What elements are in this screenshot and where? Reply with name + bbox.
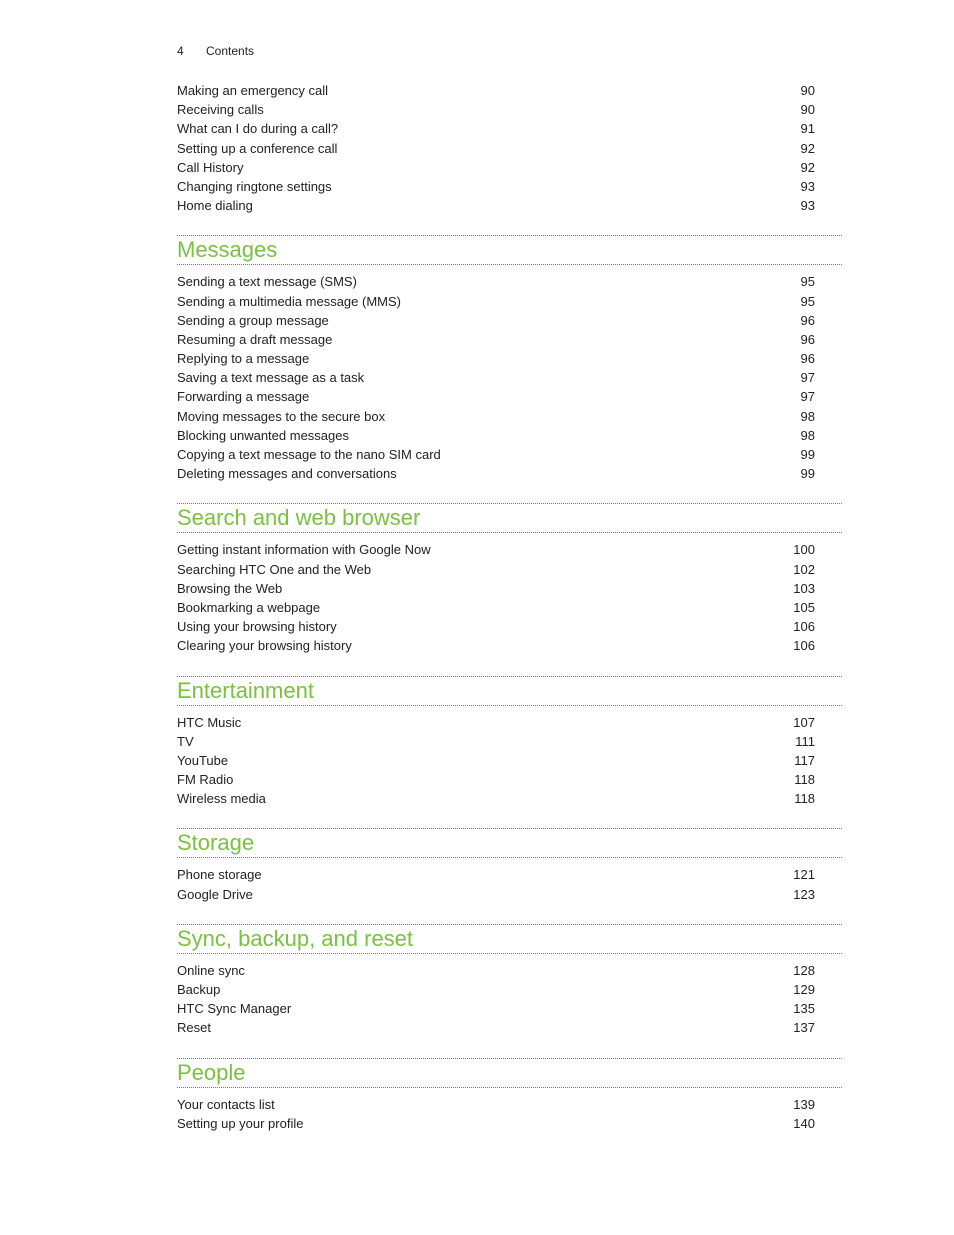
toc-entry-title: Sending a text message (SMS)	[177, 274, 357, 290]
section-entry-list	[177, 1095, 815, 1133]
toc-entry[interactable]	[177, 177, 815, 196]
toc-entry-page: 123	[793, 886, 815, 902]
toc-entry[interactable]	[177, 770, 815, 789]
toc-entry-page: 99	[800, 447, 815, 462]
toc-entry[interactable]	[177, 368, 815, 387]
toc-entry[interactable]	[177, 1114, 815, 1133]
toc-section	[177, 1058, 842, 1133]
toc-entry[interactable]	[177, 579, 815, 598]
toc-entry-title: Getting instant information with Google Now	[177, 542, 431, 558]
toc-entry-title: TV	[177, 733, 194, 749]
toc-entry-page: 96	[800, 331, 815, 347]
section-title[interactable]: Messages	[177, 237, 278, 263]
toc-entry-title: Replying to a message	[177, 351, 310, 367]
toc-entry-title: HTC Music	[177, 714, 242, 730]
toc-entry[interactable]	[177, 560, 815, 579]
toc-entry-page: 91	[800, 121, 815, 137]
toc-entry-title: FM Radio	[177, 772, 234, 788]
toc-entry-title: Sending a group message	[177, 312, 329, 328]
toc-entry-page: 93	[800, 178, 815, 194]
toc-entry[interactable]	[177, 1018, 815, 1037]
section-entry-list	[177, 540, 815, 655]
section-title[interactable]: People	[177, 1059, 246, 1085]
toc-entry[interactable]	[177, 100, 815, 119]
section-entry-list	[177, 865, 815, 903]
toc-entry-title: Google Drive	[177, 886, 253, 902]
toc-entry[interactable]	[177, 407, 815, 426]
toc-entry-page: 96	[800, 312, 815, 328]
toc-entry-page: 95	[800, 274, 815, 290]
toc-entry-title: Home dialing	[177, 198, 253, 214]
section-header	[177, 1058, 842, 1088]
toc-entry-title: Searching HTC One and the Web	[177, 561, 372, 577]
toc-entry-page: 92	[800, 159, 815, 175]
section-entry-list	[177, 272, 815, 483]
toc-entry-title: Forwarding a message	[177, 389, 310, 405]
section-entry-list	[177, 713, 815, 809]
toc-section	[177, 924, 842, 1038]
intro-entry-list	[177, 81, 815, 215]
toc-entry-title: Setting up your profile	[177, 1115, 304, 1131]
table-of-contents	[177, 81, 842, 1133]
toc-entry-page: 135	[793, 1001, 815, 1017]
toc-entry[interactable]	[177, 292, 815, 311]
toc-entry[interactable]	[177, 139, 815, 158]
toc-entry-page: 98	[800, 408, 815, 424]
toc-entry-page: 128	[793, 962, 815, 978]
toc-entry[interactable]	[177, 751, 815, 770]
toc-entry-page: 90	[800, 83, 815, 98]
toc-entry[interactable]	[177, 464, 815, 483]
toc-entry-title: Sending a multimedia message (MMS)	[177, 293, 401, 309]
toc-entry-page: 139	[793, 1096, 815, 1112]
toc-entry-page: 118	[794, 772, 815, 788]
toc-entry-page: 98	[800, 427, 815, 443]
toc-entry-page: 137	[793, 1020, 815, 1036]
toc-entry-page: 90	[800, 102, 815, 118]
toc-entry-title: Reset	[177, 1020, 211, 1036]
toc-entry[interactable]	[177, 617, 815, 636]
toc-entry-title: Clearing your browsing history	[177, 638, 352, 654]
toc-entry-title: Deleting messages and conversations	[177, 466, 397, 482]
toc-entry[interactable]	[177, 999, 815, 1018]
toc-entry-title: Call History	[177, 159, 244, 175]
toc-entry-title: Online sync	[177, 962, 245, 978]
toc-entry-page: 106	[793, 638, 815, 654]
toc-entry[interactable]	[177, 980, 815, 999]
toc-entry[interactable]	[177, 387, 815, 406]
toc-entry[interactable]	[177, 961, 815, 980]
toc-entry[interactable]	[177, 713, 815, 732]
toc-entry-page: 97	[800, 389, 815, 405]
page-number: 4	[177, 44, 184, 58]
toc-entry[interactable]	[177, 272, 815, 291]
toc-entry-page: 121	[793, 867, 815, 883]
toc-entry-page: 111	[795, 733, 815, 749]
section-title[interactable]: Search and web browser	[177, 505, 421, 531]
toc-entry-title: Bookmarking a webpage	[177, 599, 321, 615]
toc-entry[interactable]	[177, 426, 815, 445]
toc-entry-title: Making an emergency call	[177, 83, 329, 98]
toc-entry[interactable]	[177, 119, 815, 138]
toc-entry-title: HTC Sync Manager	[177, 1001, 292, 1017]
toc-entry-title: Resuming a draft message	[177, 331, 333, 347]
toc-entry-page: 106	[793, 619, 815, 635]
toc-entry-page: 93	[800, 198, 815, 214]
toc-section	[177, 235, 842, 483]
toc-entry[interactable]	[177, 349, 815, 368]
toc-entry[interactable]	[177, 81, 815, 100]
toc-entry-page: 105	[793, 599, 815, 615]
toc-entry[interactable]	[177, 445, 815, 464]
toc-entry[interactable]	[177, 789, 815, 808]
toc-entry-title: YouTube	[177, 752, 229, 768]
toc-entry-page: 95	[800, 293, 815, 309]
section-header	[177, 676, 842, 706]
page-header	[177, 44, 254, 58]
toc-entry-title: Backup	[177, 982, 221, 997]
toc-entry[interactable]	[177, 1095, 815, 1114]
section-header	[177, 235, 842, 265]
section-header	[177, 503, 842, 533]
toc-entry-title: Wireless media	[177, 791, 266, 807]
toc-entry-page: 129	[793, 982, 815, 997]
toc-entry-page: 102	[793, 561, 815, 577]
toc-entry-title: Changing ringtone settings	[177, 178, 332, 194]
toc-entry-title: What can I do during a call?	[177, 121, 339, 137]
section-title[interactable]: Storage	[177, 830, 255, 856]
toc-entry-page: 96	[800, 351, 815, 367]
toc-entry[interactable]	[177, 311, 815, 330]
toc-entry-page: 92	[800, 140, 815, 156]
section-header	[177, 828, 842, 858]
toc-entry[interactable]	[177, 196, 815, 215]
toc-entry-title: Browsing the Web	[177, 580, 283, 596]
section-title[interactable]: Sync, backup, and reset	[177, 925, 414, 951]
toc-section	[177, 828, 842, 903]
page-header-title: Contents	[206, 44, 255, 58]
toc-section	[177, 503, 842, 655]
toc-entry-page: 118	[794, 791, 815, 807]
toc-entry-title: Moving messages to the secure box	[177, 408, 386, 424]
toc-entry-page: 99	[800, 466, 815, 482]
toc-entry[interactable]	[177, 865, 815, 884]
toc-entry-title: Phone storage	[177, 867, 262, 883]
toc-entry[interactable]	[177, 636, 815, 655]
section-header	[177, 924, 842, 954]
toc-entry-title: Copying a text message to the nano SIM card	[177, 447, 441, 462]
toc-entry-page: 107	[793, 714, 815, 730]
toc-entry-title: Setting up a conference call	[177, 140, 338, 156]
toc-entry[interactable]	[177, 598, 815, 617]
toc-entry-title: Saving a text message as a task	[177, 370, 365, 386]
toc-entry-page: 140	[793, 1115, 815, 1131]
toc-entry-title: Receiving calls	[177, 102, 264, 118]
toc-entry-page: 117	[794, 752, 815, 768]
toc-entry-page: 97	[800, 370, 815, 386]
toc-entry[interactable]	[177, 732, 815, 751]
toc-entry-page: 103	[793, 580, 815, 596]
toc-entry-page: 100	[793, 542, 815, 558]
toc-entry[interactable]	[177, 885, 815, 904]
toc-entry-title: Blocking unwanted messages	[177, 427, 349, 443]
toc-entry[interactable]	[177, 330, 815, 349]
toc-section	[177, 676, 842, 809]
toc-entry[interactable]	[177, 158, 815, 177]
toc-entry-title: Your contacts list	[177, 1096, 275, 1112]
toc-entry-title: Using your browsing history	[177, 619, 337, 635]
section-entry-list	[177, 961, 815, 1038]
section-title[interactable]: Entertainment	[177, 677, 314, 703]
toc-entry[interactable]	[177, 540, 815, 559]
